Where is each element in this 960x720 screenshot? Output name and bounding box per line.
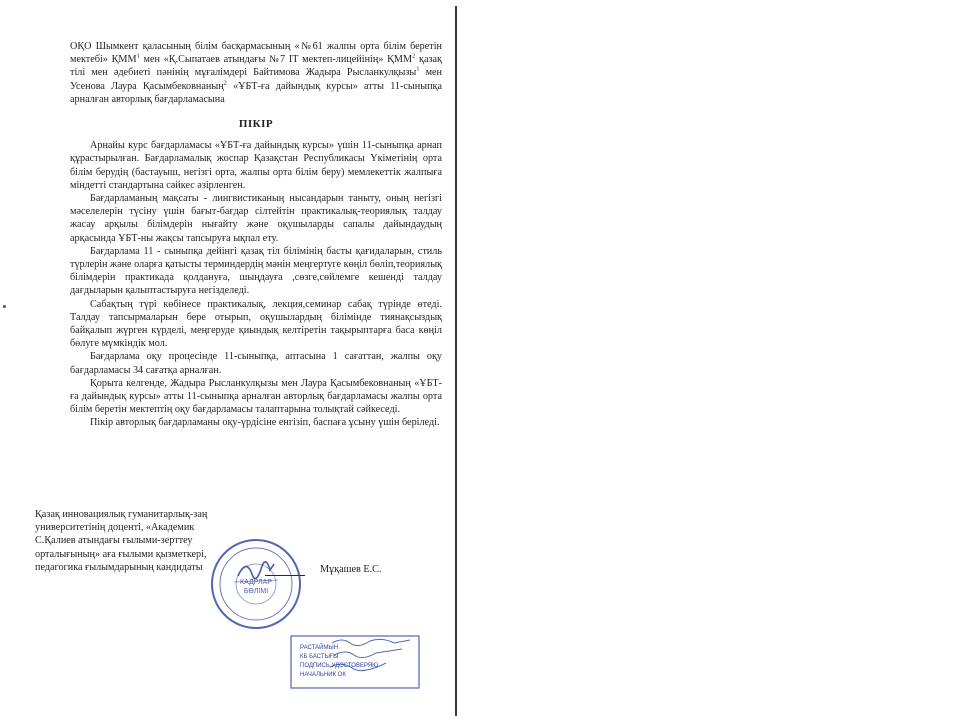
signatory-line: Қазақ инновациялық гуманитарлық-заң [35, 509, 208, 520]
signatory-line: С.Қалиев атындағы ғылыми-зерттеу [35, 535, 193, 547]
document-title: ПІКІР [238, 118, 274, 131]
paragraph: Бағдарлама 11 - сыныпқа дейінгі қазақ тіл білімінің басты қағидаларын, стиль түрлерін және оларға қатысты терминдердің мәнін меңгертуге көңіл бөліп,теориялық білімдерін практикада қолдануға, шыңдауға ,сөзге,сөйлемге кешенді талдау дағдыларын қалыптастыруға негізделеді. [70, 245, 442, 297]
signatory-line: орталығының» аға ғылыми қызметкері, [35, 548, 207, 560]
stamp-line: НАЧАЛЬНИК ОК [300, 672, 346, 678]
signatory-line: университетінің доценті, «Академик [35, 522, 195, 534]
review-document [70, 40, 442, 430]
signatory-name: Мұқашев Е.С. [320, 564, 382, 575]
signatory-line: педагогика ғылымдарының кандидаты [35, 561, 203, 573]
document-header: ОҚО Шымкент қаласының білім басқармасының «№61 жалпы орта білім беретін мектебі» ҚММ$^1$ мен «Қ.Сыпатаев атындағы №7 ІТ мектеп-лицейінің» ҚММ$^2$ қазақ тілі мен әдебиеті пәнінің мұғалімдері Байтимова Жадыра Рысланкулқызы$^1$ мен Усенова Лаура Қасымбековнаның$^2$ «ҰБТ-ға дайындық курсы» атты 11-сыныпқа арналған авторлық бағдарламасына [70, 41, 443, 105]
paragraph: Арнайы курс бағдарламасы «ҰБТ-ға дайындық курсы» үшін 11-сыныпқа арнап құрастырылған. Бағдарламалық жоспар Қазақстан Республикасы Үкіметінің орта білім берудің (бастауыш, негізгі орта, жалпы орта білім беру) мемлекеттік жалпыға міндетті стандартына сәйкес әзірленген. [70, 140, 442, 191]
scan-mark [3, 305, 6, 308]
stamp-line: РАСТАЙМЫН [300, 645, 339, 651]
stamp-line: ПОДПИСЬ УДОСТОВЕРЯЮ [300, 663, 379, 669]
svg-text:КАДРЛАР: КАДРЛАР [240, 579, 272, 586]
stamp-text [300, 644, 378, 680]
paragraph: Бағдарламаның мақсаты - лингвистиканың нысандарын таныту, оның негізгі мәселелерін түсіну үшін бағыт-бағдар сілтейтін практикалық-теориялық талдау жасау арқылы білімдерін нығайту және оқушыларды сапалы дайындаудың арқасында ҰБТ-ны жақсы тапсыруға ықпал ету. [70, 193, 442, 244]
paragraph: Сабақтың түрі көбінесе практикалық, лекция,семинар сабақ түрінде өтеді. Талдау тапсырмаларын бере отырып, оқушылардың білімінде тиянақсыздық байқалып жүрген күрделі, меңгеруде қиындық келтіретін тақырыптарға баса көңіл бөлуге мүмкіндік мол. [70, 298, 442, 350]
paragraph: Бағдарлама оқу процесінде 11-сыныпқа, аптасына 1 сағаттан, жалпы оқу бағдарламасы 34 сағатқа арналған. [70, 351, 442, 376]
page-divider [455, 6, 457, 716]
paragraph: Қорыта келгенде, Жадыра Рысланкулқызы мен Лаура Қасымбековнаның «ҰБТ-ға дайындық курсы» атты 11-сыныпқа арналған авторлық бағдарламасы жалпы орта білім беретін мектептің оқу бағдарламасы талаптарына толықтай сәйкеседі. [70, 377, 442, 416]
paragraph: Пікір авторлық бағдарламаны оқу-үрдісіне енгізіп, баспаға ұсыну үшін беріледі. [90, 417, 440, 429]
round-seal [208, 536, 304, 632]
stamp-line: КБ БАСТЫҒЫ [300, 654, 339, 660]
svg-text:БӨЛІМІ: БӨЛІМІ [243, 588, 269, 595]
